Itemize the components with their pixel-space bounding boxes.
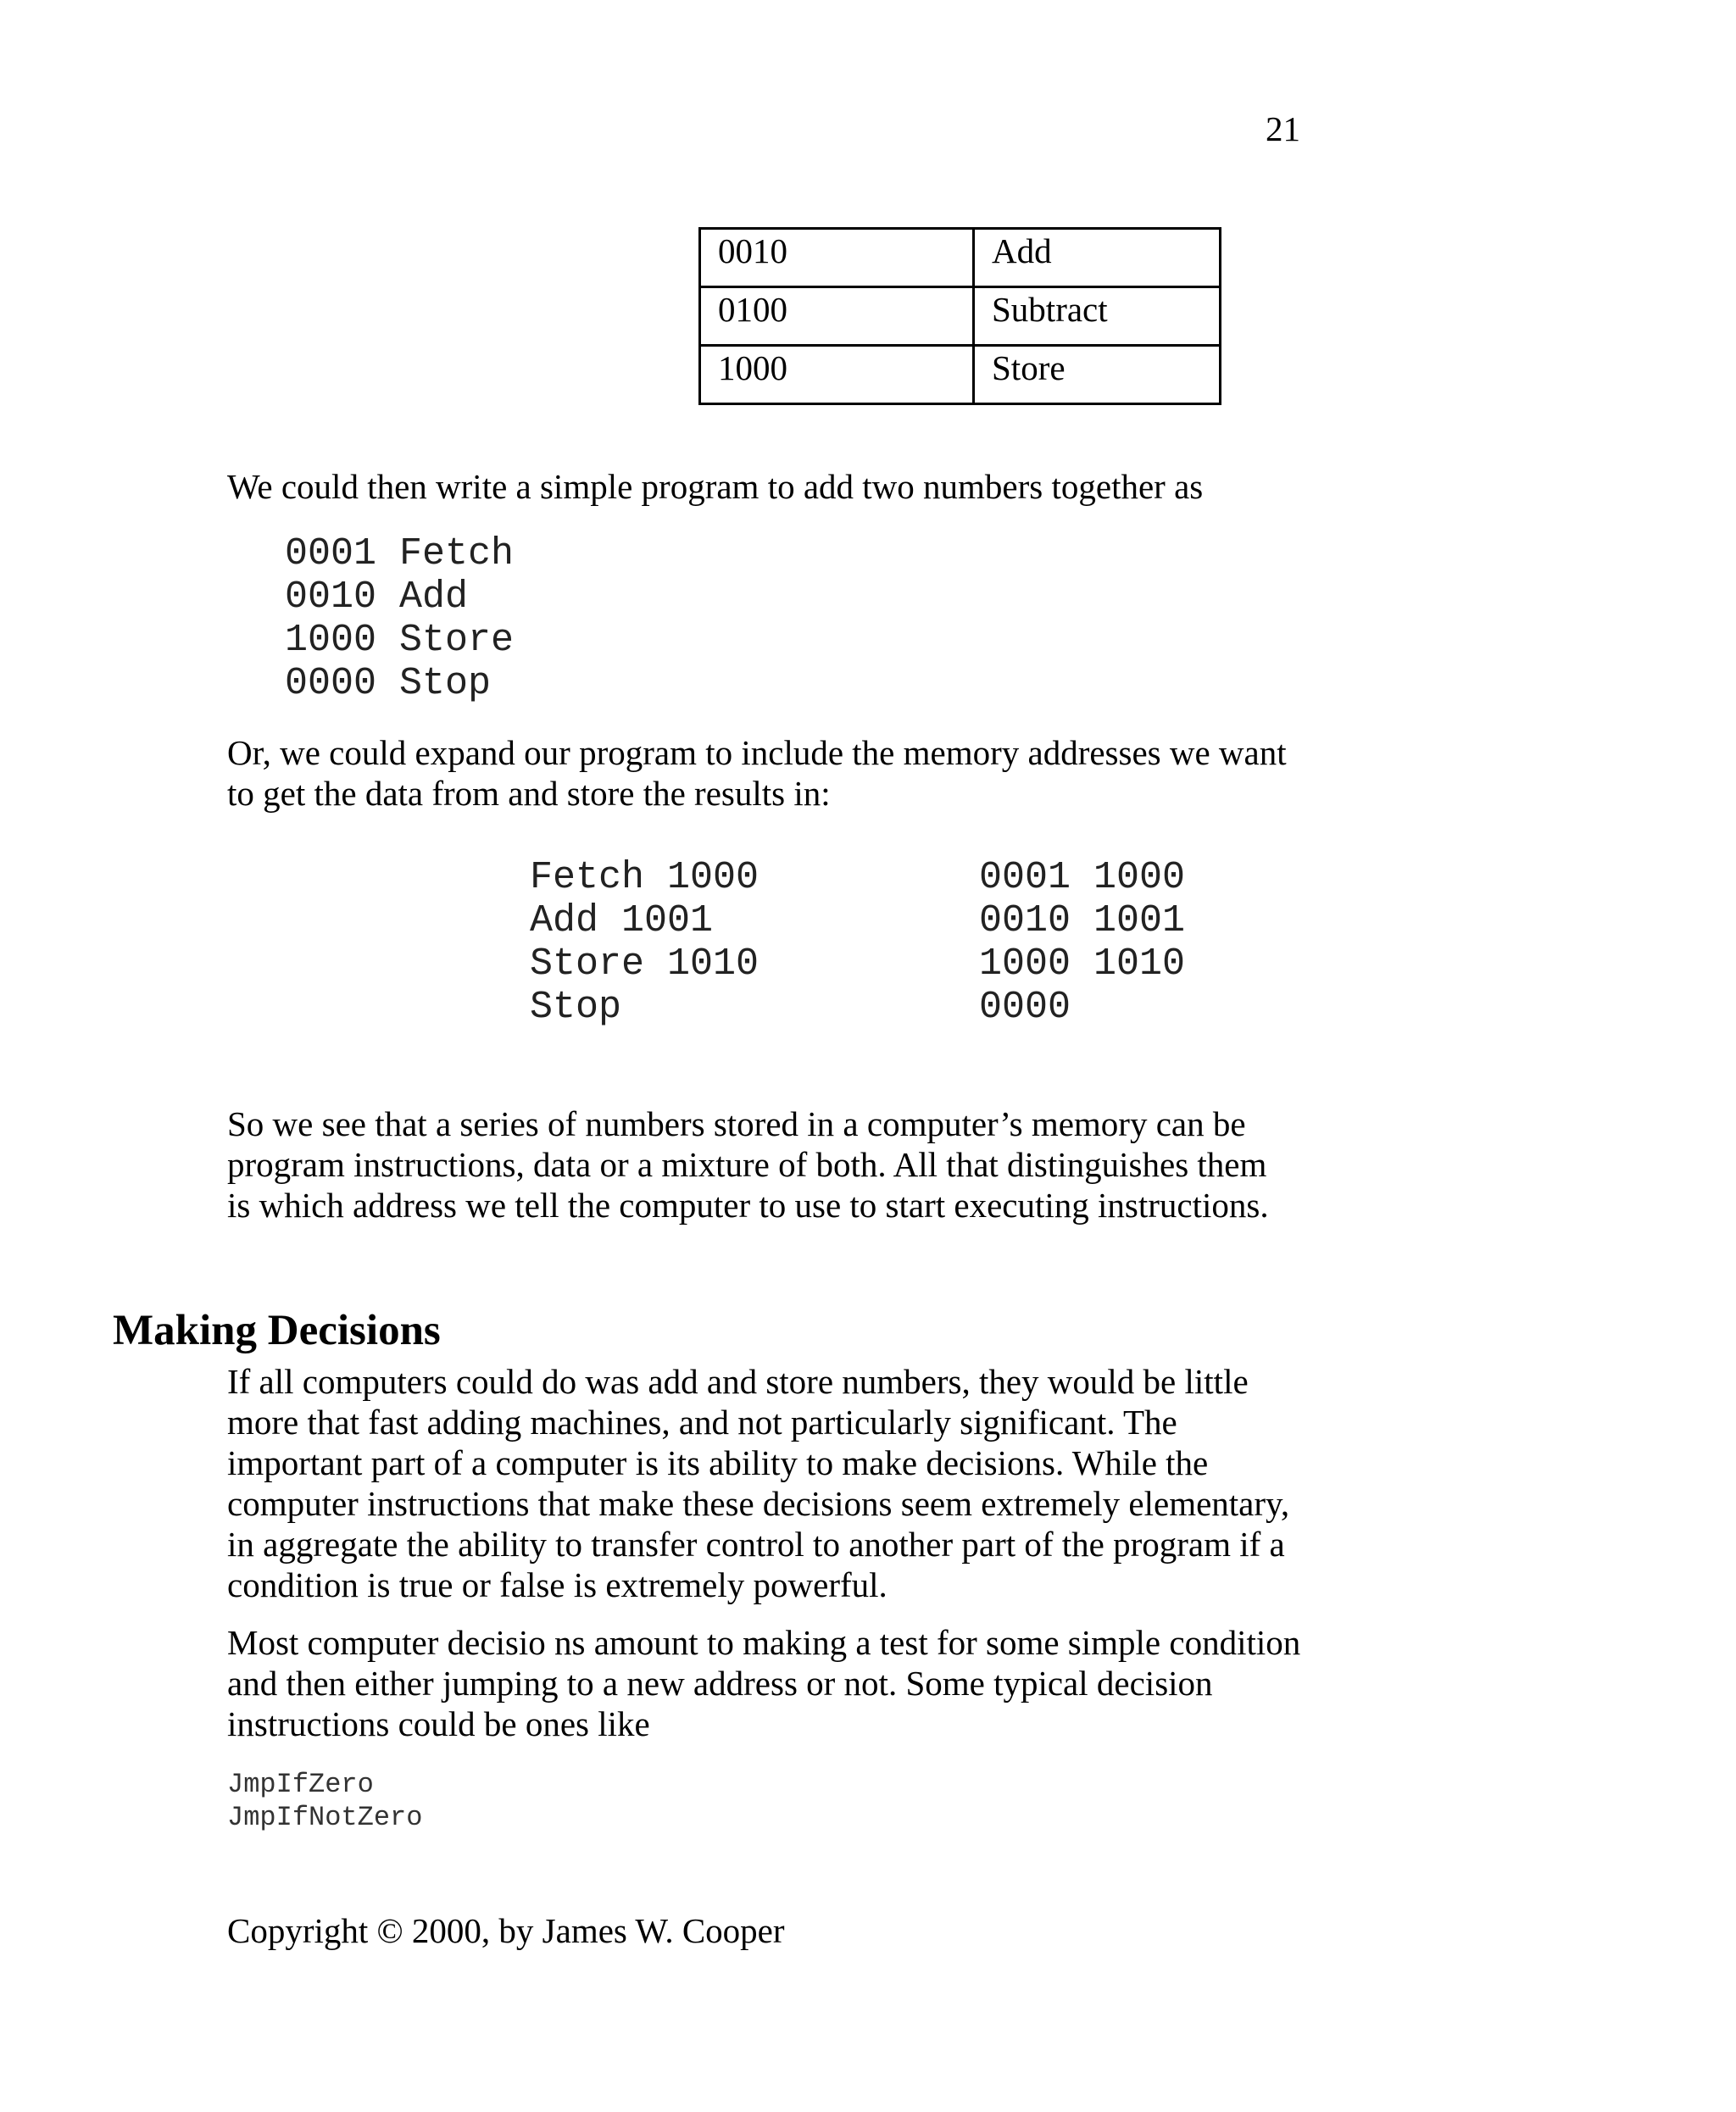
opcode-name-cell: Subtract bbox=[974, 287, 1221, 346]
summary-paragraph: So we see that a series of numbers stored in a computer’s memory can be program instructions, data or a mixture of both. All that distinguishes them is which address we tell the computer to use to start executing instructions. bbox=[227, 1104, 1269, 1225]
code-line: Fetch 1000 bbox=[530, 856, 760, 899]
code-line: Store 1010 bbox=[530, 942, 760, 986]
expanded-program-mnemonics bbox=[530, 856, 759, 1029]
code-line: Add 1001 bbox=[530, 899, 714, 942]
page-number: 21 bbox=[1266, 109, 1300, 148]
opcode-table bbox=[698, 227, 1221, 405]
section-heading: Making Decisions bbox=[113, 1307, 441, 1354]
table-row bbox=[700, 287, 1221, 346]
table-row bbox=[700, 229, 1221, 287]
code-line: 0010 Add bbox=[285, 575, 469, 619]
opcode-code-cell: 1000 bbox=[700, 346, 974, 404]
decisions-paragraph-1: If all computers could do was add and store numbers, they would be little more that fast adding machines, and not particularly significant. The important part of a computer is its ability to make decisions. While the computer instructions that make these decisions seem extremely elementary, in aggregate the ability to transfer control to another part of the program if a condition is true or false is extremely powerful. bbox=[227, 1362, 1290, 1604]
intro-paragraph: We could then write a simple program to add two numbers together as bbox=[227, 467, 1204, 506]
table-row bbox=[700, 346, 1221, 404]
decision-instructions-code bbox=[227, 1768, 422, 1834]
opcode-name-cell: Store bbox=[974, 346, 1221, 404]
code-line: 1000 Store bbox=[285, 619, 515, 662]
expand-paragraph: Or, we could expand our program to include the memory addresses we want to get the data from and store the results in: bbox=[227, 733, 1287, 813]
expanded-program-binary bbox=[979, 856, 1185, 1029]
opcode-code-cell: 0010 bbox=[700, 229, 974, 287]
code-line: 0000 bbox=[979, 986, 1071, 1029]
opcode-code-cell: 0100 bbox=[700, 287, 974, 346]
code-line: JmpIfZero bbox=[227, 1769, 374, 1800]
simple-program-code bbox=[285, 532, 514, 705]
code-line: Stop bbox=[530, 986, 622, 1029]
copyright-footer: Copyright © 2000, by James W. Cooper bbox=[227, 1911, 785, 1950]
opcode-name-cell: Add bbox=[974, 229, 1221, 287]
decisions-paragraph-2: Most computer decisio ns amount to making a test for some simple condition and then either jumping to a new address or not. Some typical decision instructions could be ones like bbox=[227, 1623, 1301, 1743]
code-line: 0001 Fetch bbox=[285, 532, 515, 575]
code-line: 0000 Stop bbox=[285, 662, 492, 705]
code-line: 0010 1001 bbox=[979, 899, 1186, 942]
code-line: 1000 1010 bbox=[979, 942, 1186, 986]
code-line: JmpIfNotZero bbox=[227, 1802, 423, 1833]
code-line: 0001 1000 bbox=[979, 856, 1186, 899]
